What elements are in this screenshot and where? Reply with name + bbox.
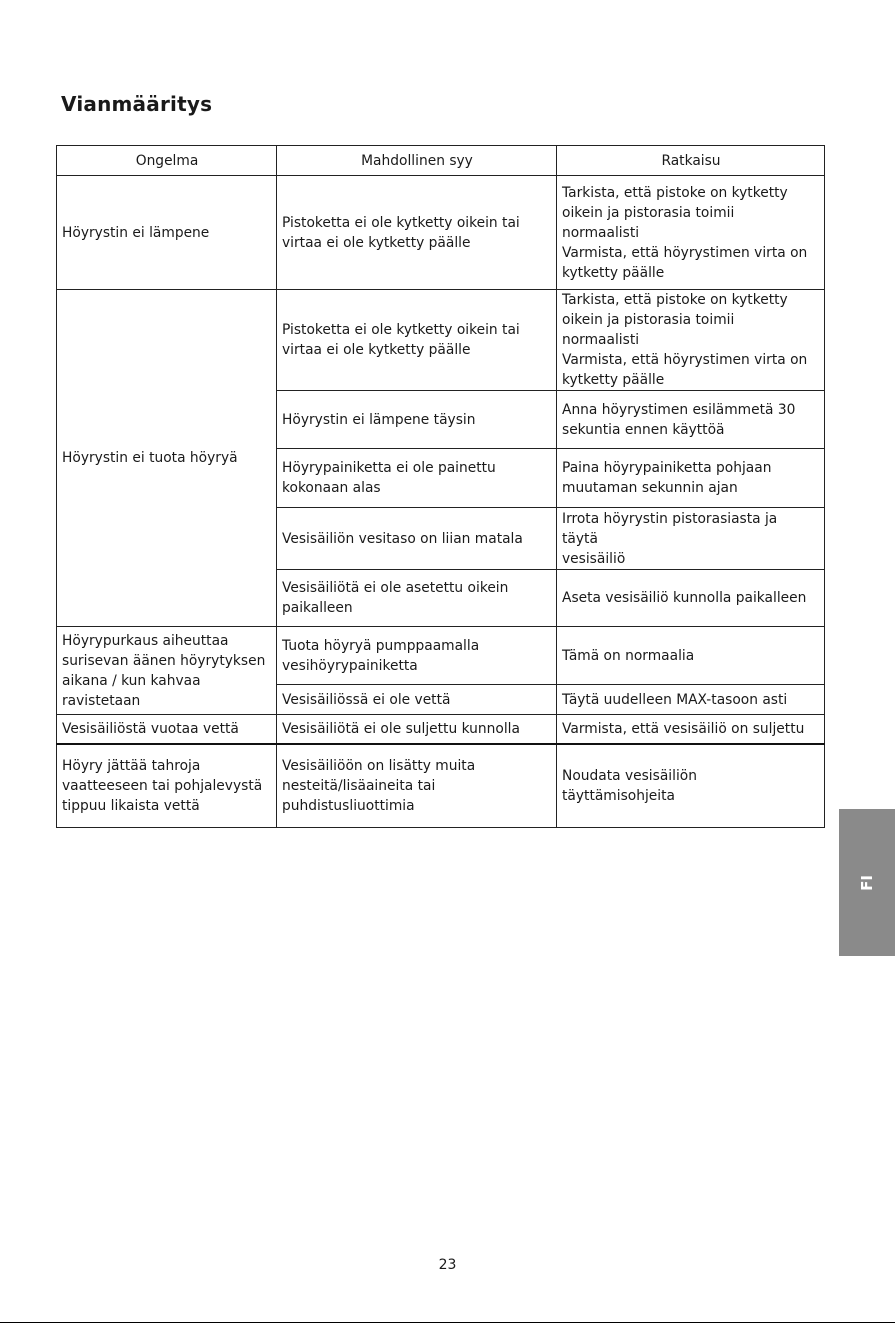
header-problem: Ongelma <box>57 146 277 176</box>
cause-cell: Pistoketta ei ole kytketty oikein tai virtaa ei ole kytketty päälle <box>277 290 557 391</box>
table-row <box>57 715 825 744</box>
solution-cell: Aseta vesisäiliö kunnolla paikalleen <box>557 570 825 627</box>
header-solution: Ratkaisu <box>557 146 825 176</box>
solution-cell: Tarkista, että pistoke on kytketty oikein ja pistorasia toimii normaalisti Varmista, että höyrystimen virta on kytketty päälle <box>557 290 825 391</box>
bottom-rule <box>0 1322 895 1323</box>
solution-cell: Paina höyrypainiketta pohjaan muutaman sekunnin ajan <box>557 449 825 508</box>
solution-cell: Tarkista, että pistoke on kytketty oikein ja pistorasia toimii normaalisti Varmista, että höyrystimen virta on kytketty päälle <box>557 176 825 290</box>
problem-cell: Höyrystin ei tuota höyryä <box>57 290 277 627</box>
page-title: Vianmääritys <box>61 92 213 116</box>
language-tab-label: FI <box>857 874 876 891</box>
cause-cell: Höyrypainiketta ei ole painettu kokonaan alas <box>277 449 557 508</box>
table-header-row <box>57 146 825 176</box>
solution-cell: Varmista, että vesisäiliö on suljettu <box>557 715 825 744</box>
table-row <box>57 744 825 828</box>
problem-cell: Höyry jättää tahroja vaatteeseen tai pohjalevystä tippuu likaista vettä <box>57 744 277 828</box>
table-row <box>57 627 825 685</box>
problem-cell: Vesisäiliöstä vuotaa vettä <box>57 715 277 744</box>
solution-cell: Anna höyrystimen esilämmetä 30 sekuntia ennen käyttöä <box>557 391 825 449</box>
cause-cell: Vesisäiliötä ei ole suljettu kunnolla <box>277 715 557 744</box>
solution-cell: Täytä uudelleen MAX-tasoon asti <box>557 685 825 715</box>
problem-cell: Höyrypurkaus aiheuttaa surisevan äänen höyrytyksen aikana / kun kahvaa ravistetaan <box>57 627 277 715</box>
table-row <box>57 176 825 290</box>
problem-cell: Höyrystin ei lämpene <box>57 176 277 290</box>
cause-cell: Vesisäiliöön on lisätty muita nesteitä/lisäaineita tai puhdistusliuottimia <box>277 744 557 828</box>
cause-cell: Tuota höyryä pumppaamalla vesihöyrypainiketta <box>277 627 557 685</box>
cause-cell: Pistoketta ei ole kytketty oikein tai virtaa ei ole kytketty päälle <box>277 176 557 290</box>
troubleshooting-table <box>56 145 825 828</box>
solution-cell: Irrota höyrystin pistorasiasta ja täytä vesisäiliö <box>557 508 825 570</box>
solution-cell: Tämä on normaalia <box>557 627 825 685</box>
language-tab <box>839 809 895 956</box>
cause-cell: Höyrystin ei lämpene täysin <box>277 391 557 449</box>
solution-cell: Noudata vesisäiliön täyttämisohjeita <box>557 744 825 828</box>
table-row <box>57 290 825 391</box>
cause-cell: Vesisäiliön vesitaso on liian matala <box>277 508 557 570</box>
header-cause: Mahdollinen syy <box>277 146 557 176</box>
cause-cell: Vesisäiliötä ei ole asetettu oikein paikalleen <box>277 570 557 627</box>
cause-cell: Vesisäiliössä ei ole vettä <box>277 685 557 715</box>
page-number: 23 <box>438 1257 457 1273</box>
